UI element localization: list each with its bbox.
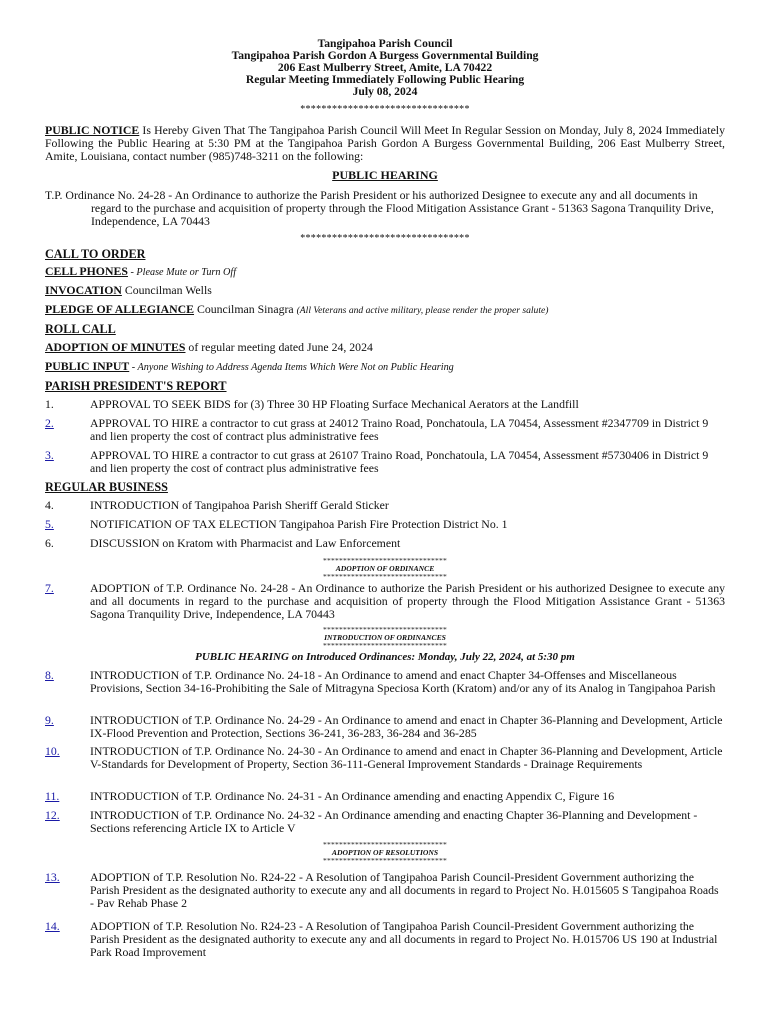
separator: ******************************* xyxy=(323,840,447,849)
cell-phones xyxy=(45,265,725,279)
list-item xyxy=(45,745,725,785)
cell-phones-label: CELL PHONES xyxy=(45,264,128,278)
separator: ******************************** xyxy=(300,104,470,115)
item-text: APPROVAL TO SEEK BIDS for (3) Three 30 HP Floating Surface Mechanical Aerators at the Landfill xyxy=(90,397,579,411)
public-hearing-note: PUBLIC HEARING on Introduced Ordinances: Monday, July 22, 2024, at 5:30 pm xyxy=(195,651,575,663)
building-name: Tangipahoa Parish Gordon A Burgess Governmental Building xyxy=(231,49,539,62)
item-text: ADOPTION of T.P. Ordinance No. 24-28 - An Ordinance to authorize the Parish President or his authorized Designee to execute any and all documents in regard to the purchase and acquisition of property through the Flood Mitigation Assistance Grant - 51363 Sagona Tranquility Drive, Independence, LA 70443 xyxy=(90,581,725,621)
list-item xyxy=(45,669,725,709)
cell-phones-note: - Please Mute or Turn Off xyxy=(127,267,237,278)
public-notice-label: PUBLIC NOTICE xyxy=(45,123,140,137)
pledge-text: Councilman Sinagra xyxy=(194,302,297,316)
list-item xyxy=(45,790,725,804)
pledge-label: PLEDGE OF ALLEGIANCE xyxy=(45,302,195,316)
item-text: INTRODUCTION of T.P. Ordinance No. 24-18 - An Ordinance to amend and enact Chapter 34-Offenses and Miscellaneous Provisions, Section 34-16-Prohibiting the Sale of Mitragyna Speciosa Korth (Kratom) and/or any of its Analog in Tangipahoa Parish xyxy=(90,668,716,695)
public-hearing-item: T.P. Ordinance No. 24-28 - An Ordinance to authorize the Parish President or his authorized Designee to execute any and all documents in regard to the purchase and acquisition of property through the Flood Mitigation Assistance Grant - 51363 Sagona Tranquility Drive, Independence, LA 70443 xyxy=(45,188,714,228)
invocation xyxy=(45,284,725,297)
meeting-date: July 08, 2024 xyxy=(352,85,418,98)
list-item xyxy=(45,809,725,837)
item-link[interactable]: 3. xyxy=(45,448,54,462)
public-notice xyxy=(45,124,725,163)
public-hearing-title: PUBLIC HEARING xyxy=(332,168,438,182)
separator: ******************************* xyxy=(323,556,447,565)
call-to-order: CALL TO ORDER xyxy=(45,247,146,261)
roll-call: ROLL CALL xyxy=(45,322,116,336)
item-number: 6. xyxy=(45,536,54,550)
item-link[interactable]: 14. xyxy=(45,919,60,933)
public-input xyxy=(45,360,725,374)
item-link[interactable]: 10. xyxy=(45,744,60,758)
public-input-label: PUBLIC INPUT xyxy=(45,359,130,373)
separator: ******************************* xyxy=(323,641,447,650)
item-text: INTRODUCTION of T.P. Ordinance No. 24-30 - An Ordinance to amend and enact in Chapter 36-Planning and Development, Article V-Standards for Development of Property, Section 36-111-General Improvement Standards - Drainage Requirements xyxy=(90,744,723,771)
pledge-note: (All Veterans and active military, please render the proper salute) xyxy=(296,305,549,316)
separator: ******************************** xyxy=(300,233,470,244)
item-link[interactable]: 2. xyxy=(45,416,54,430)
list-item xyxy=(45,518,725,532)
separator: ******************************* xyxy=(323,625,447,634)
minutes-text: of regular meeting dated June 24, 2024 xyxy=(185,340,373,354)
regular-business-title: REGULAR BUSINESS xyxy=(45,480,168,494)
item-text: APPROVAL TO HIRE a contractor to cut grass at 26107 Traino Road, Ponchatoula, LA 70454, Assessment #5730406 in District 9 and lien property the cost of contract plus administrative fees xyxy=(90,448,709,475)
item-link[interactable]: 5. xyxy=(45,517,54,531)
item-link[interactable]: 11. xyxy=(45,789,60,803)
adoption-of-minutes xyxy=(45,341,725,354)
presidents-report-title: PARISH PRESIDENT'S REPORT xyxy=(45,379,227,393)
meeting-type: Regular Meeting Immediately Following Public Hearing xyxy=(245,73,525,86)
address: 206 East Mulberry Street, Amite, LA 70422 xyxy=(277,61,493,74)
item-text: INTRODUCTION of T.P. Ordinance No. 24-29 - An Ordinance to amend and enact in Chapter 36-Planning and Development, Article IX-Flood Prevention and Protection, Sections 36-241, 36-283, 36-284 and 36-285 xyxy=(90,713,723,740)
item-text: NOTIFICATION OF TAX ELECTION Tangipahoa Parish Fire Protection District No. 1 xyxy=(90,517,508,531)
item-text: DISCUSSION on Kratom with Pharmacist and Law Enforcement xyxy=(90,536,401,550)
list-item xyxy=(45,449,725,477)
item-link[interactable]: 7. xyxy=(45,581,54,595)
item-link[interactable]: 13. xyxy=(45,870,60,884)
list-item xyxy=(45,537,725,551)
item-link[interactable]: 12. xyxy=(45,808,60,822)
item-link[interactable]: 8. xyxy=(45,668,54,682)
adoption-of-resolutions-label: ADOPTION OF RESOLUTIONS xyxy=(331,848,439,857)
item-link[interactable]: 9. xyxy=(45,713,54,727)
list-item xyxy=(45,920,725,960)
item-text: INTRODUCTION of T.P. Ordinance No. 24-31 - An Ordinance amending and enacting Appendix C, Figure 16 xyxy=(90,789,615,803)
list-item xyxy=(45,417,725,445)
council-name: Tangipahoa Parish Council xyxy=(317,37,453,50)
item-number: 4. xyxy=(45,498,54,512)
public-notice-text: Is Hereby Given That The Tangipahoa Parish Council Will Meet In Regular Session on Monday, July 8, 2024 Immediately Following the Public Hearing at 5:30 PM at the Tangipahoa Parish Gordon A Burgess Governmental Building, 206 East Mulberry Street, Amite, Louisiana, contact number (985)748-3211 on the following: xyxy=(45,123,725,163)
pledge xyxy=(45,303,725,317)
item-text: INTRODUCTION of T.P. Ordinance No. 24-32 - An Ordinance amending and enacting Chapter 36-Planning and Development - Sections referencing Article IX to Article V xyxy=(90,808,698,835)
invocation-text: Councilman Wells xyxy=(121,283,212,297)
introduction-of-ordinances-label: INTRODUCTION OF ORDINANCES xyxy=(324,633,446,642)
item-text: INTRODUCTION of Tangipahoa Parish Sheriff Gerald Sticker xyxy=(90,498,389,512)
list-item xyxy=(45,499,725,513)
invocation-label: INVOCATION xyxy=(45,283,122,297)
item-text: APPROVAL TO HIRE a contractor to cut grass at 24012 Traino Road, Ponchatoula, LA 70454, Assessment #2347709 in District 9 and lien property the cost of contract plus administrative fees xyxy=(90,416,709,443)
public-hearing-title-wrap xyxy=(0,168,770,183)
item-number: 1. xyxy=(45,397,54,411)
separator: ******************************* xyxy=(323,572,447,581)
item-text: ADOPTION of T.P. Resolution No. R24-23 - A Resolution of Tangipahoa Parish Council-President Government authorizing the Parish President as the designated authority to execute any and all documents in regard to Project No. H.015706 US 190 at Industrial Park Road Improvement xyxy=(90,919,718,959)
separator: ******************************* xyxy=(323,856,447,865)
item-text: ADOPTION of T.P. Resolution No. R24-22 - A Resolution of Tangipahoa Parish Council-President Government authorizing the Parish President as the designated authority to execute any and all documents in regard to Project No. H.015605 S Tangipahoa Roads - Pav Rehab Phase 2 xyxy=(90,870,719,910)
list-item xyxy=(45,582,725,622)
adoption-of-ordinance-label: ADOPTION OF ORDINANCE xyxy=(335,564,435,573)
minutes-label: ADOPTION OF MINUTES xyxy=(45,340,186,354)
list-item xyxy=(45,714,725,742)
public-input-note: - Anyone Wishing to Address Agenda Items Which Were Not on Public Hearing xyxy=(129,362,454,373)
list-item xyxy=(45,398,725,412)
list-item xyxy=(45,871,725,911)
